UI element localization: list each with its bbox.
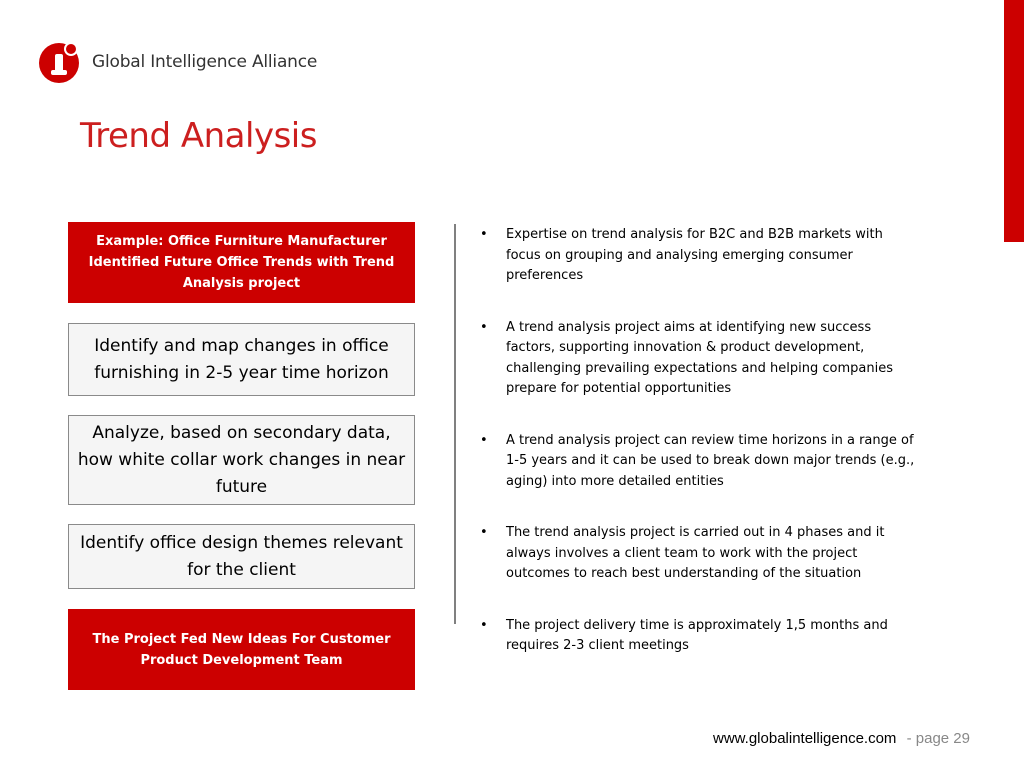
- accent-bar: [1004, 0, 1024, 242]
- vertical-divider: [454, 224, 456, 624]
- logo-mark-icon: [38, 40, 84, 84]
- bullet-icon: •: [480, 432, 488, 448]
- footer-url-link[interactable]: www.globalintelligence.com: [713, 730, 897, 747]
- step-text-1: Identify and map changes in office furnishing in 2-5 year time horizon: [94, 335, 389, 383]
- slide-title: Trend Analysis: [80, 116, 317, 156]
- step-box-1: [68, 323, 415, 396]
- example-header-box: [68, 222, 415, 303]
- bullet-text-5: The project delivery time is approximately 1,5 months and requires 2-3 client meetings: [506, 617, 888, 653]
- result-box: [68, 609, 415, 690]
- step-box-3: [68, 524, 415, 589]
- step-box-2: [68, 415, 415, 505]
- bullet-text-4: The trend analysis project is carried out in 4 phases and it always involves a client team to work with the project outcomes to reach best understanding of the situation: [506, 525, 885, 581]
- bullet-icon: •: [480, 525, 488, 540]
- bullet-icon: •: [480, 617, 488, 633]
- page-number: - page 29: [906, 730, 970, 747]
- company-name: Global Intelligence Alliance: [92, 52, 318, 72]
- bullet-item-3: [476, 431, 916, 493]
- bullet-item-5: [476, 616, 916, 657]
- bullet-icon: •: [480, 227, 488, 242]
- bullet-text-2: A trend analysis project aims at identifying new success factors, supporting innovation & product development, challenging prevailing expectations and helping companies prepare for potential opportunities: [506, 319, 893, 396]
- company-logo: [38, 40, 317, 84]
- bullet-icon: •: [480, 319, 488, 335]
- step-text-3: Identify office design themes relevant for the client: [80, 532, 403, 580]
- footer: [713, 730, 970, 747]
- example-header-text: Example: Office Furniture Manufacturer Identified Future Office Trends with Trend Analysis project: [88, 234, 395, 291]
- bullet-text-3: A trend analysis project can review time horizons in a range of 1-5 years and it can be used to break down major trends (e.g., aging) into more detailed entities: [506, 432, 915, 489]
- step-text-2: Analyze, based on secondary data, how white collar work changes in near future: [77, 422, 406, 497]
- result-text: The Project Fed New Ideas For Customer Product Development Team: [92, 631, 391, 668]
- bullet-list: [476, 225, 916, 688]
- bullet-item-4: [476, 523, 916, 585]
- bullet-text-1: Expertise on trend analysis for B2C and B2B markets with focus on grouping and analysing emerging consumer preferences: [506, 227, 883, 283]
- bullet-item-2: [476, 318, 916, 400]
- bullet-item-1: [476, 225, 916, 287]
